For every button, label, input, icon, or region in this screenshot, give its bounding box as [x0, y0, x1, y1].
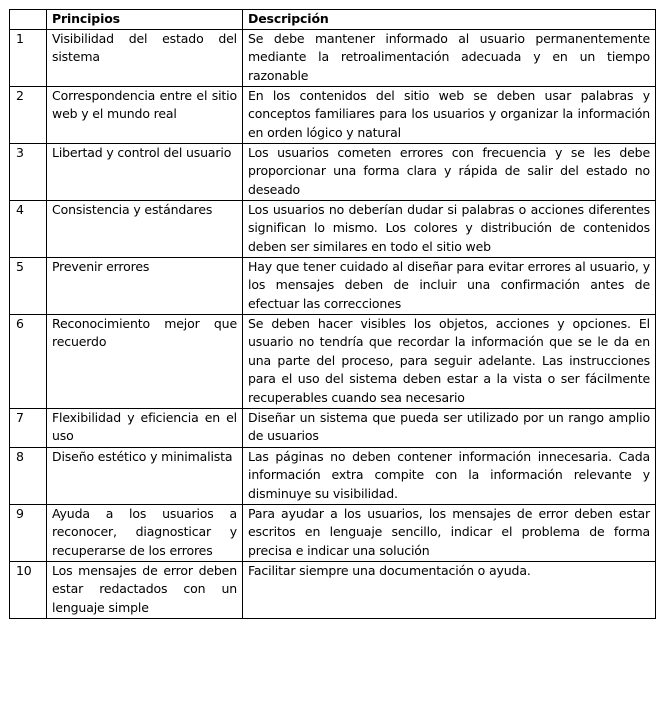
row-principle: Diseño estético y minimalista	[47, 448, 243, 505]
document-page	[9, 9, 656, 619]
header-principle: Principios	[47, 10, 243, 30]
row-principle: Consistencia y estándares	[47, 201, 243, 258]
row-number: 2	[10, 87, 47, 144]
row-description: En los contenidos del sitio web se deben usar palabras y conceptos familiares para los usuarios y organizar la información en orden lógico y natural	[243, 87, 656, 144]
row-principle: Correspondencia entre el sitio web y el mundo real	[47, 87, 243, 144]
row-principle: Prevenir errores	[47, 258, 243, 315]
row-description: Los usuarios cometen errores con frecuencia y se les debe proporcionar una forma clara y rápida de salir del estado no deseado	[243, 144, 656, 201]
row-principle: Los mensajes de error deben estar redactados con un lenguaje simple	[47, 562, 243, 619]
table-header-row	[10, 10, 656, 30]
row-number: 3	[10, 144, 47, 201]
row-description: Los usuarios no deberían dudar si palabras o acciones diferentes significan lo mismo. Los colores y distribución de contenidos deben ser similares en todo el sitio web	[243, 201, 656, 258]
table-row	[10, 315, 656, 409]
row-description: Para ayudar a los usuarios, los mensajes de error deben estar escritos en lenguaje sencillo, indicar el problema de forma precisa e indicar una solución	[243, 505, 656, 562]
row-number: 5	[10, 258, 47, 315]
row-number: 4	[10, 201, 47, 258]
row-principle: Flexibilidad y eficiencia en el uso	[47, 409, 243, 448]
row-description: Las páginas no deben contener información innecesaria. Cada información extra compite con la información relevante y disminuye su visibilidad.	[243, 448, 656, 505]
row-number: 10	[10, 562, 47, 619]
header-number	[10, 10, 47, 30]
row-description: Se deben hacer visibles los objetos, acciones y opciones. El usuario no tendría que recordar la información que se le da en una parte del proceso, para seguir adelante. Las instrucciones para el uso del sistema deben estar a la vista o ser fácilmente recuperables cuando sea necesario	[243, 315, 656, 409]
table-row	[10, 448, 656, 505]
row-number: 6	[10, 315, 47, 409]
header-description: Descripción	[243, 10, 656, 30]
row-number: 8	[10, 448, 47, 505]
table-row	[10, 87, 656, 144]
usability-principles-table	[9, 9, 656, 619]
row-number: 1	[10, 30, 47, 87]
table-row	[10, 409, 656, 448]
table-row	[10, 258, 656, 315]
table-row	[10, 201, 656, 258]
table-row	[10, 144, 656, 201]
table-row	[10, 505, 656, 562]
row-principle: Reconocimiento mejor que recuerdo	[47, 315, 243, 409]
row-description: Hay que tener cuidado al diseñar para evitar errores al usuario, y los mensajes deben de incluir una confirmación antes de efectuar las correcciones	[243, 258, 656, 315]
row-description: Facilitar siempre una documentación o ayuda.	[243, 562, 656, 619]
row-principle: Ayuda a los usuarios a reconocer, diagnosticar y recuperarse de los errores	[47, 505, 243, 562]
row-description: Se debe mantener informado al usuario permanentemente mediante la retroalimentación adecuada y en un tiempo razonable	[243, 30, 656, 87]
table-row	[10, 562, 656, 619]
table-row	[10, 30, 656, 87]
row-number: 9	[10, 505, 47, 562]
row-number: 7	[10, 409, 47, 448]
row-principle: Libertad y control del usuario	[47, 144, 243, 201]
row-principle: Visibilidad del estado del sistema	[47, 30, 243, 87]
row-description: Diseñar un sistema que pueda ser utilizado por un rango amplio de usuarios	[243, 409, 656, 448]
